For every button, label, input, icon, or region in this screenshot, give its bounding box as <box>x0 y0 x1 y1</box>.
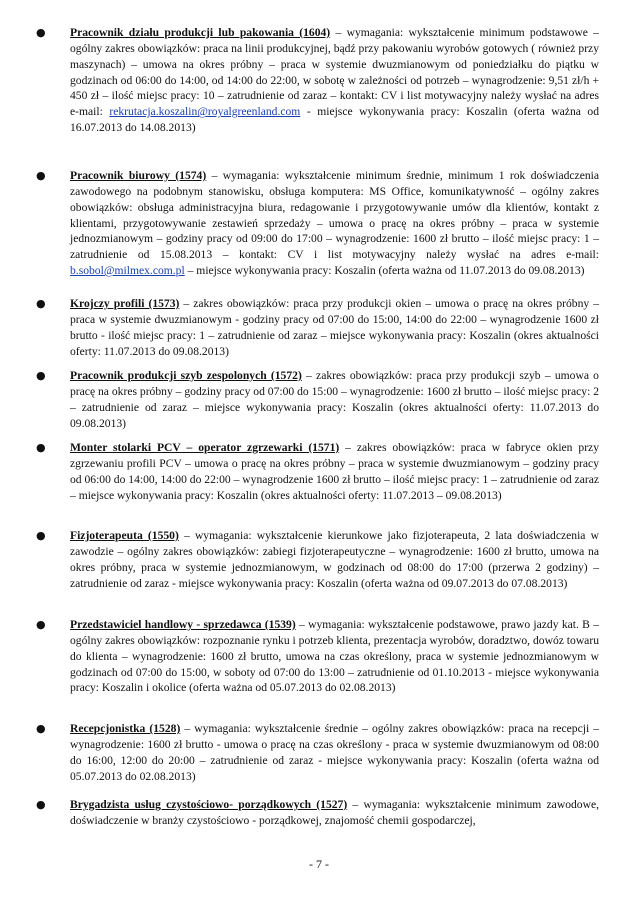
offer-title: Fizjoterapeuta (1550) <box>70 529 179 542</box>
offer-email-link[interactable]: b.sobol@milmex.com.pl <box>70 264 185 278</box>
job-offer <box>36 721 600 784</box>
job-offer <box>36 168 600 279</box>
offer-text: – wymagania: wykształcenie podstawowe, prawo jazdy kat. B – ogólny zakres obowiązków: rozpoznanie rynku i potrzeb klienta, prezentacja wyrobów, doradztwo, dowóz towaru do klienta – wynagrodzenie: 1600 zł brutto, umowa na czas określony, praca w systemie jednozmianowym w godzinach od 07:00 do 15:00, w soboty od 07:00 do 13:00 – zatrudnienie od 01.10.2013 - miejsce wykonywania pracy: Koszalin i okolice (oferta ważna od 05.07.2013 do 02.08.2013) <box>70 618 599 695</box>
bullet-icon: ● <box>36 618 46 631</box>
job-offer <box>36 528 599 591</box>
job-offer <box>36 296 599 359</box>
offer-title: Pracownik biurowy (1574) <box>70 169 207 182</box>
offer-title: Recepcjonistka (1528) <box>70 722 181 735</box>
offer-text: – wymagania: wykształcenie minimum zawodowe, doświadczenie w branży czystościowo - porządkowej, znajomość chemii gospodarczej, <box>70 798 599 827</box>
offer-text: – wymagania: wykształcenie minimum średnie, minimum 1 rok doświadczenia zawodowego na podobnym stanowisku, obsługa komputera: MS Office, komunikatywność – ogólny zakres obowiązków: obsługa administracyjna biura, redagowanie i przygotowywanie umów dla klientów, kontakt z klientami, przygotowywanie zestawień sprzedaży – umowa o pracę na okres próbny – praca w systemie jednozmianowym – godziny pracy od 09:00 do 17:00 – wynagrodzenie: 1600 zł brutto – ilość miejsc pracy: 1 – zatrudnienie od 15.08.2013 – kontakt: CV i list motywacyjny należy wysłać na adres e-mail: <box>70 169 600 262</box>
job-offer <box>36 440 599 503</box>
offer-email-link[interactable]: rekrutacja.koszalin@royalgreenland.com <box>109 105 301 119</box>
offer-text: – wymagania: wykształcenie minimum podstawowe – ogólny zakres obowiązków: praca na linii produkcyjnej, bądź przy pakowaniu wyrobów gotowych ( również przy maszynach) – umowa na okres próbny – praca w systemie dwuzmianowym od poniedziałku do piątku w godzinach od 06:00 do 14:00, od 14:00 do 22:00, w sobotę w zależności od potrzeb – wynagrodzenie: 9,51 zł/h + 450 zł – ilość miejsc pracy: 10 – zatrudnienie od zaraz – kontakt: CV i list motywacyjny należy wysłać na adres e-mail: <box>70 26 599 119</box>
offer-text: – zakres obowiązków: praca w fabryce okien przy zgrzewaniu profili PCV – umowa o pracę na okres próbny – praca w systemie dwuzmianowym – godziny pracy od 06:00 do 14:00, 14:00 do 22:00 – wynagrodzenie 1600 zł brutto – ilość miejsc pracy: 1 – zatrudnienie od zaraz – miejsce wykonywania pracy: Koszalin (okres aktualności oferty: 11.07.2013 – 09.08.2013) <box>70 441 599 502</box>
offer-title: Brygadzista usług czystościowo- porządkowych (1527) <box>70 798 348 811</box>
offer-title: Krojczy profili (1573) <box>70 297 180 310</box>
offer-text-after: - miejsce wykonywania pracy: Koszalin (oferta ważna od 16.07.2013 do 14.08.2013) <box>70 105 599 135</box>
bullet-icon: ● <box>36 369 46 382</box>
bullet-icon: ● <box>36 529 46 542</box>
bullet-icon: ● <box>36 798 46 811</box>
bullet-icon: ● <box>36 297 46 310</box>
job-offer <box>36 25 599 136</box>
page-number: - 7 - <box>309 857 329 871</box>
offer-text-after: – miejsce wykonywania pracy: Koszalin (oferta ważna od 11.07.2013 do 09.08.2013) <box>184 264 585 278</box>
offer-text: – wymagania: wykształcenie średnie – ogólny zakres obowiązków: praca na recepcji – wynagrodzenie: 1600 zł brutto - umowa o pracę na czas określony - praca w systemie dwuzmianowym od 08:00 do 16:00, 12:00 do 20:00 – zatrudnienie od zaraz - miejsce wykonywania pracy: Koszalin (oferta ważna od 05.07.2013 do 02.08.2013) <box>70 722 600 783</box>
job-offer <box>36 617 599 696</box>
offer-text: – zakres obowiązków: praca przy produkcji szyb – umowa o pracę na okres próbny – godziny pracy od 07:00 do 15:00 – wynagrodzenie: 1600 zł brutto – ilość miejsc pracy: 2 – zatrudnienie od zaraz – miejsce wykonywania pracy: Koszalin (okres aktualności oferty: 11.07.2013 do 09.08.2013) <box>70 369 599 430</box>
job-offer <box>36 368 599 431</box>
job-offer <box>36 797 599 829</box>
offer-text: – wymagania: wykształcenie kierunkowe jako fizjoterapeuta, 2 lata doświadczenia w zawodzie – ogólny zakres obowiązków: zabiegi fizjoterapeutyczne – wynagrodzenie: 1600 zł brutto, umowa na okres próbny, praca w systemie jednozmianowym, w godzinach od 08:00 do 17:00 (przerwa 2 godziny) – zatrudnienie od zaraz - miejsce wykonywania pracy: Koszalin (oferta ważna od 09.07.2013 do 07.08.2013) <box>70 529 599 590</box>
bullet-icon: ● <box>36 441 46 454</box>
offer-title: Przedstawiciel handlowy - sprzedawca (1539) <box>70 618 296 631</box>
bullet-icon: ● <box>36 722 46 735</box>
offer-text: – zakres obowiązków: praca przy produkcji okien – umowa o pracę na okres próbny – praca w systemie dwuzmianowym - godziny pracy od 07:00 do 15:00, 14:00 do 22:00 – wynagrodzenie 1600 zł brutto - ilość miejsc pracy: 1 – zatrudnienie od zaraz – miejsce wykonywania pracy: Koszalin (okres aktualności oferty: 11.07.2013 do 09.08.2013) <box>70 297 599 358</box>
bullet-icon: ● <box>36 169 46 182</box>
offer-title: Monter stolarki PCV – operator zgrzewarki (1571) <box>70 441 340 454</box>
offer-title: Pracownik działu produkcji lub pakowania (1604) <box>70 26 331 39</box>
bullet-icon: ● <box>36 26 46 39</box>
offer-title: Pracownik produkcji szyb zespolonych (1572) <box>70 369 302 382</box>
